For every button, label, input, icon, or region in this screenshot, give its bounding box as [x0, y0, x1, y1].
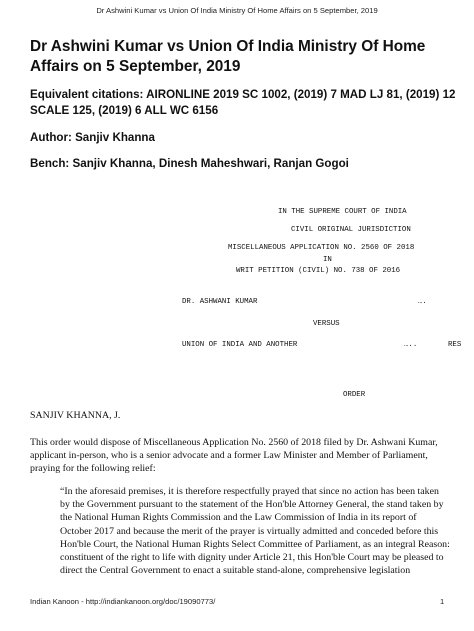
- page-number: 1: [440, 597, 445, 606]
- quoted-relief: “In the aforesaid premises, it is therefore respectfully prayed that since no action has been taken by the Government pursuant to the statement of the Hon'ble Attorney General, the stand taken by the National Human Rights Commission and the Law Commission of India in its report of October 2017 and because the merit of the prayer is virtually admitted and conceded before this Hon'ble Court, the National Human Rights Select Committee of Parliament, as an integral Reason: constituent of the right to life with dignity under Article 21, this Hon'ble Court may be pleased to direct the Central Government to enact a suitable stand-alone, comprehensive legislation: [60, 486, 450, 577]
- body-paragraph: This order would dispose of Miscellaneous Application No. 2560 of 2018 filed by Dr. Ashwani Kumar, applicant in-person, who is a senior advocate and a former Law Minister and Member of Parliament, praying for the following relief:: [30, 437, 438, 475]
- in-label: IN: [323, 256, 332, 264]
- petitioner-name: DR. ASHWANI KUMAR: [182, 298, 258, 306]
- respondent-dots: …..: [404, 341, 418, 349]
- equivalent-citations: Equivalent citations: AIRONLINE 2019 SC 1002, (2019) 7 MAD LJ 81, (2019) 12 SCALE 125, (2019) 6 ALL WC 6156: [30, 88, 456, 117]
- footer-source-link[interactable]: Indian Kanoon - http://indiankanoon.org/doc/19090773/: [30, 597, 216, 606]
- petitioner-dots: ….: [418, 298, 427, 306]
- court-name: IN THE SUPREME COURT OF INDIA: [278, 208, 407, 216]
- petition-number: WRIT PETITION (CIVIL) NO. 738 OF 2016: [236, 267, 401, 275]
- respondent-label: RES: [448, 341, 462, 349]
- document-title: Dr Ashwini Kumar vs Union Of India Ministry Of Home Affairs on 5 September, 2019: [30, 38, 426, 75]
- application-number: MISCELLANEOUS APPLICATION NO. 2560 OF 2018: [228, 244, 415, 252]
- jurisdiction: CIVIL ORIGINAL JURISDICTION: [291, 226, 411, 234]
- order-heading: ORDER: [343, 391, 366, 399]
- judge-name: SANJIV KHANNA, J.: [30, 410, 121, 421]
- respondent-name: UNION OF INDIA AND ANOTHER: [182, 341, 298, 349]
- author-line: Author: Sanjiv Khanna: [30, 131, 155, 144]
- bench-line: Bench: Sanjiv Khanna, Dinesh Maheshwari, Ranjan Gogoi: [30, 157, 349, 170]
- running-header: Dr Ashwini Kumar vs Union Of India Ministry Of Home Affairs on 5 September, 2019: [96, 6, 378, 15]
- versus-label: VERSUS: [313, 320, 340, 328]
